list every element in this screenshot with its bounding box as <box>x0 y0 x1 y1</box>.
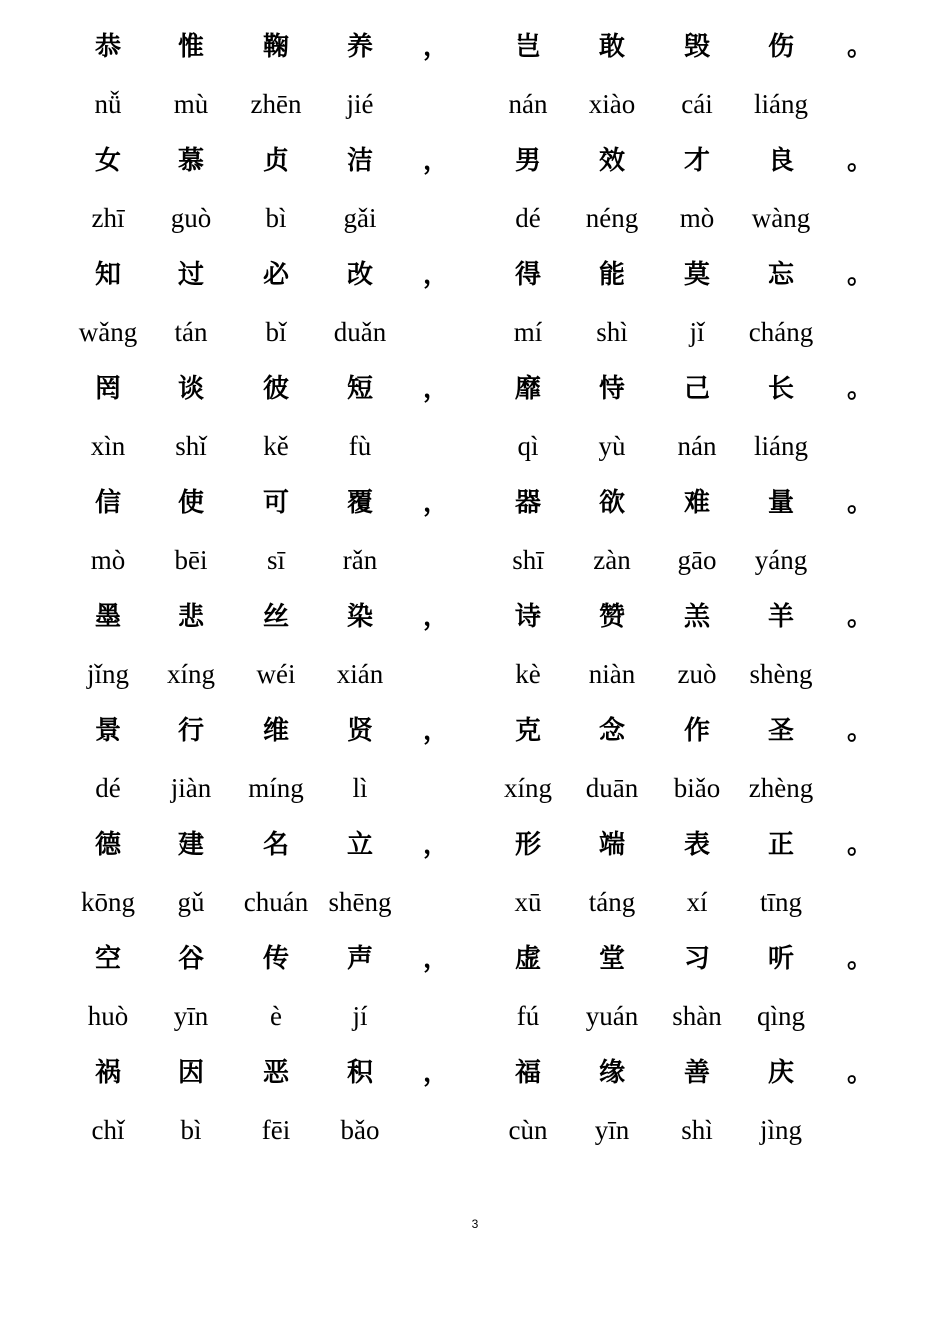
hanzi-char: 空 <box>94 944 121 974</box>
hanzi-char: 莫 <box>683 260 710 290</box>
comma-mark: ， <box>422 260 449 290</box>
pinyin-syllable: yīn <box>173 1001 209 1031</box>
pinyin-syllable: xìn <box>90 431 126 461</box>
hanzi-char: 敢 <box>598 32 625 62</box>
pinyin-syllable: zuò <box>677 659 717 689</box>
hanzi-line <box>0 711 950 751</box>
pinyin-syllable: biǎo <box>673 773 721 803</box>
pinyin-syllable: kě <box>263 431 289 461</box>
hanzi-char: 慕 <box>177 146 204 176</box>
hanzi-char: 虚 <box>514 944 541 974</box>
pinyin-syllable: liáng <box>754 431 808 461</box>
pinyin-line <box>0 426 950 466</box>
hanzi-char: 积 <box>346 1058 373 1088</box>
comma-mark: ， <box>422 146 449 176</box>
pinyin-syllable: chuán <box>243 887 309 917</box>
hanzi-char: 欲 <box>598 488 625 518</box>
pinyin-syllable: shī <box>512 545 544 575</box>
hanzi-char: 习 <box>683 944 710 974</box>
period-mark: 。 <box>846 146 873 176</box>
hanzi-char: 形 <box>514 830 541 860</box>
pinyin-syllable: cái <box>681 89 713 119</box>
pinyin-syllable: nán <box>677 431 717 461</box>
pinyin-syllable: liáng <box>754 89 808 119</box>
hanzi-char: 量 <box>767 488 794 518</box>
pinyin-syllable: dé <box>515 203 541 233</box>
hanzi-char: 罔 <box>94 374 121 404</box>
pinyin-line <box>0 654 950 694</box>
hanzi-char: 丝 <box>262 602 289 632</box>
pinyin-syllable: niàn <box>588 659 636 689</box>
pinyin-syllable: wéi <box>256 659 296 689</box>
hanzi-char: 男 <box>514 146 541 176</box>
page-number: 3 <box>471 1217 479 1231</box>
hanzi-char: 得 <box>514 260 541 290</box>
hanzi-char: 鞠 <box>262 32 289 62</box>
hanzi-line <box>0 1053 950 1093</box>
hanzi-char: 毁 <box>683 32 710 62</box>
hanzi-char: 赞 <box>598 602 625 632</box>
pinyin-syllable: rǎn <box>342 545 378 575</box>
pinyin-syllable: bì <box>265 203 287 233</box>
comma-mark: ， <box>422 32 449 62</box>
pinyin-line <box>0 882 950 922</box>
hanzi-char: 必 <box>262 260 289 290</box>
hanzi-char: 建 <box>177 830 204 860</box>
pinyin-syllable: mí <box>513 317 543 347</box>
hanzi-char: 羔 <box>683 602 710 632</box>
hanzi-char: 效 <box>598 146 625 176</box>
pinyin-syllable: bǐ <box>265 317 287 347</box>
pinyin-syllable: bēi <box>174 545 208 575</box>
hanzi-char: 堂 <box>598 944 625 974</box>
pinyin-syllable: jiàn <box>170 773 212 803</box>
pinyin-line <box>0 1110 950 1150</box>
hanzi-char: 谷 <box>177 944 204 974</box>
hanzi-char: 惟 <box>177 32 204 62</box>
pinyin-syllable: zàn <box>593 545 631 575</box>
hanzi-char: 靡 <box>514 374 541 404</box>
hanzi-char: 恶 <box>262 1058 289 1088</box>
hanzi-char: 祸 <box>94 1058 121 1088</box>
pinyin-syllable: shèng <box>749 659 813 689</box>
hanzi-char: 作 <box>683 716 710 746</box>
pinyin-syllable: xíng <box>503 773 552 803</box>
hanzi-char: 恃 <box>598 374 625 404</box>
pinyin-syllable: xí <box>686 887 708 917</box>
pinyin-syllable: jǐng <box>86 659 129 689</box>
comma-mark: ， <box>422 602 449 632</box>
pinyin-syllable: xiào <box>588 89 636 119</box>
hanzi-char: 过 <box>177 260 204 290</box>
hanzi-char: 圣 <box>767 716 794 746</box>
comma-mark: ， <box>422 488 449 518</box>
pinyin-syllable: jìng <box>759 1115 802 1145</box>
hanzi-char: 伤 <box>767 32 794 62</box>
period-mark: 。 <box>846 716 873 746</box>
pinyin-syllable: jí <box>352 1001 368 1031</box>
pinyin-syllable: kè <box>515 659 541 689</box>
pinyin-syllable: yuán <box>585 1001 639 1031</box>
hanzi-char: 维 <box>262 716 289 746</box>
hanzi-char: 彼 <box>262 374 289 404</box>
pinyin-syllable: wàng <box>751 203 811 233</box>
hanzi-line <box>0 597 950 637</box>
pinyin-syllable: fù <box>348 431 372 461</box>
hanzi-line <box>0 255 950 295</box>
hanzi-char: 传 <box>262 944 289 974</box>
comma-mark: ， <box>422 944 449 974</box>
hanzi-char: 善 <box>683 1058 710 1088</box>
pinyin-syllable: bì <box>180 1115 202 1145</box>
pinyin-syllable: néng <box>585 203 639 233</box>
hanzi-char: 缘 <box>598 1058 625 1088</box>
hanzi-char: 才 <box>683 146 710 176</box>
hanzi-line <box>0 369 950 409</box>
pinyin-syllable: táng <box>588 887 636 917</box>
pinyin-syllable: gǔ <box>177 887 205 917</box>
hanzi-char: 墨 <box>94 602 121 632</box>
pinyin-syllable: jié <box>346 89 374 119</box>
hanzi-char: 景 <box>94 716 121 746</box>
pinyin-syllable: yù <box>598 431 626 461</box>
pinyin-syllable: duǎn <box>333 317 387 347</box>
pinyin-line <box>0 540 950 580</box>
period-mark: 。 <box>846 32 873 62</box>
hanzi-char: 庆 <box>767 1058 794 1088</box>
pinyin-syllable: bǎo <box>340 1115 380 1145</box>
hanzi-char: 谈 <box>177 374 204 404</box>
hanzi-line <box>0 483 950 523</box>
pinyin-line <box>0 768 950 808</box>
hanzi-char: 器 <box>514 488 541 518</box>
period-mark: 。 <box>846 260 873 290</box>
hanzi-char: 难 <box>683 488 710 518</box>
hanzi-char: 覆 <box>346 488 373 518</box>
pinyin-syllable: sī <box>266 545 285 575</box>
hanzi-line <box>0 141 950 181</box>
hanzi-char: 声 <box>346 944 373 974</box>
hanzi-char: 恭 <box>94 32 121 62</box>
pinyin-syllable: xián <box>336 659 384 689</box>
pinyin-syllable: yáng <box>754 545 808 575</box>
hanzi-char: 贤 <box>346 716 373 746</box>
pinyin-syllable: cháng <box>748 317 814 347</box>
hanzi-char: 忘 <box>767 260 794 290</box>
pinyin-syllable: wǎng <box>78 317 138 347</box>
pinyin-syllable: cùn <box>508 1115 548 1145</box>
pinyin-syllable: huò <box>87 1001 129 1031</box>
comma-mark: ， <box>422 716 449 746</box>
pinyin-syllable: nán <box>508 89 548 119</box>
hanzi-char: 正 <box>767 830 794 860</box>
pinyin-syllable: duān <box>585 773 639 803</box>
comma-mark: ， <box>422 374 449 404</box>
pinyin-syllable: tán <box>174 317 208 347</box>
hanzi-char: 念 <box>598 716 625 746</box>
pinyin-syllable: mò <box>90 545 126 575</box>
hanzi-char: 悲 <box>177 602 204 632</box>
pinyin-syllable: mù <box>173 89 209 119</box>
pinyin-syllable: shàn <box>672 1001 722 1031</box>
period-mark: 。 <box>846 602 873 632</box>
hanzi-line <box>0 939 950 979</box>
hanzi-char: 己 <box>683 374 710 404</box>
pinyin-syllable: yīn <box>594 1115 630 1145</box>
hanzi-char: 行 <box>177 716 204 746</box>
hanzi-char: 可 <box>262 488 289 518</box>
hanzi-char: 羊 <box>767 602 794 632</box>
hanzi-char: 贞 <box>262 146 289 176</box>
hanzi-char: 良 <box>767 146 794 176</box>
period-mark: 。 <box>846 488 873 518</box>
pinyin-syllable: qì <box>517 431 539 461</box>
pinyin-line <box>0 198 950 238</box>
hanzi-char: 岂 <box>514 32 541 62</box>
hanzi-char: 名 <box>262 830 289 860</box>
hanzi-char: 短 <box>346 374 373 404</box>
pinyin-syllable: xū <box>514 887 542 917</box>
pinyin-syllable: zhī <box>91 203 125 233</box>
pinyin-syllable: shì <box>681 1115 713 1145</box>
hanzi-char: 诗 <box>514 602 541 632</box>
hanzi-char: 洁 <box>346 146 373 176</box>
pinyin-syllable: nǚ <box>94 89 122 119</box>
hanzi-char: 立 <box>346 830 373 860</box>
pinyin-syllable: guò <box>170 203 212 233</box>
pinyin-syllable: dé <box>95 773 121 803</box>
pinyin-syllable: shì <box>596 317 628 347</box>
pinyin-syllable: tīng <box>759 887 802 917</box>
pinyin-line <box>0 996 950 1036</box>
period-mark: 。 <box>846 830 873 860</box>
pinyin-syllable: shēng <box>328 887 392 917</box>
hanzi-char: 因 <box>177 1058 204 1088</box>
hanzi-line <box>0 27 950 67</box>
hanzi-char: 长 <box>767 374 794 404</box>
pinyin-syllable: shǐ <box>175 431 207 461</box>
comma-mark: ， <box>422 1058 449 1088</box>
hanzi-char: 养 <box>346 32 373 62</box>
pinyin-syllable: è <box>270 1001 282 1031</box>
pinyin-syllable: zhèng <box>748 773 814 803</box>
pinyin-syllable: chǐ <box>91 1115 125 1145</box>
hanzi-char: 知 <box>94 260 121 290</box>
pinyin-syllable: mò <box>679 203 715 233</box>
pinyin-line <box>0 312 950 352</box>
hanzi-char: 德 <box>94 830 121 860</box>
period-mark: 。 <box>846 1058 873 1088</box>
hanzi-char: 克 <box>514 716 541 746</box>
hanzi-line <box>0 825 950 865</box>
pinyin-syllable: kōng <box>81 887 135 917</box>
hanzi-char: 表 <box>683 830 710 860</box>
hanzi-char: 染 <box>346 602 373 632</box>
pinyin-line <box>0 84 950 124</box>
period-mark: 。 <box>846 944 873 974</box>
hanzi-char: 福 <box>514 1058 541 1088</box>
period-mark: 。 <box>846 374 873 404</box>
pinyin-syllable: lì <box>352 773 368 803</box>
pinyin-syllable: fēi <box>261 1115 291 1145</box>
pinyin-syllable: zhēn <box>250 89 302 119</box>
pinyin-syllable: fú <box>516 1001 540 1031</box>
pinyin-syllable: jǐ <box>689 317 705 347</box>
pinyin-syllable: xíng <box>166 659 215 689</box>
hanzi-char: 女 <box>94 146 121 176</box>
pinyin-syllable: míng <box>248 773 304 803</box>
comma-mark: ， <box>422 830 449 860</box>
hanzi-char: 听 <box>767 944 794 974</box>
hanzi-char: 改 <box>346 260 373 290</box>
pinyin-syllable: qìng <box>756 1001 805 1031</box>
pinyin-syllable: gāo <box>677 545 717 575</box>
hanzi-char: 使 <box>177 488 204 518</box>
hanzi-char: 端 <box>598 830 625 860</box>
pinyin-syllable: gǎi <box>343 203 377 233</box>
hanzi-char: 能 <box>598 260 625 290</box>
hanzi-char: 信 <box>94 488 121 518</box>
